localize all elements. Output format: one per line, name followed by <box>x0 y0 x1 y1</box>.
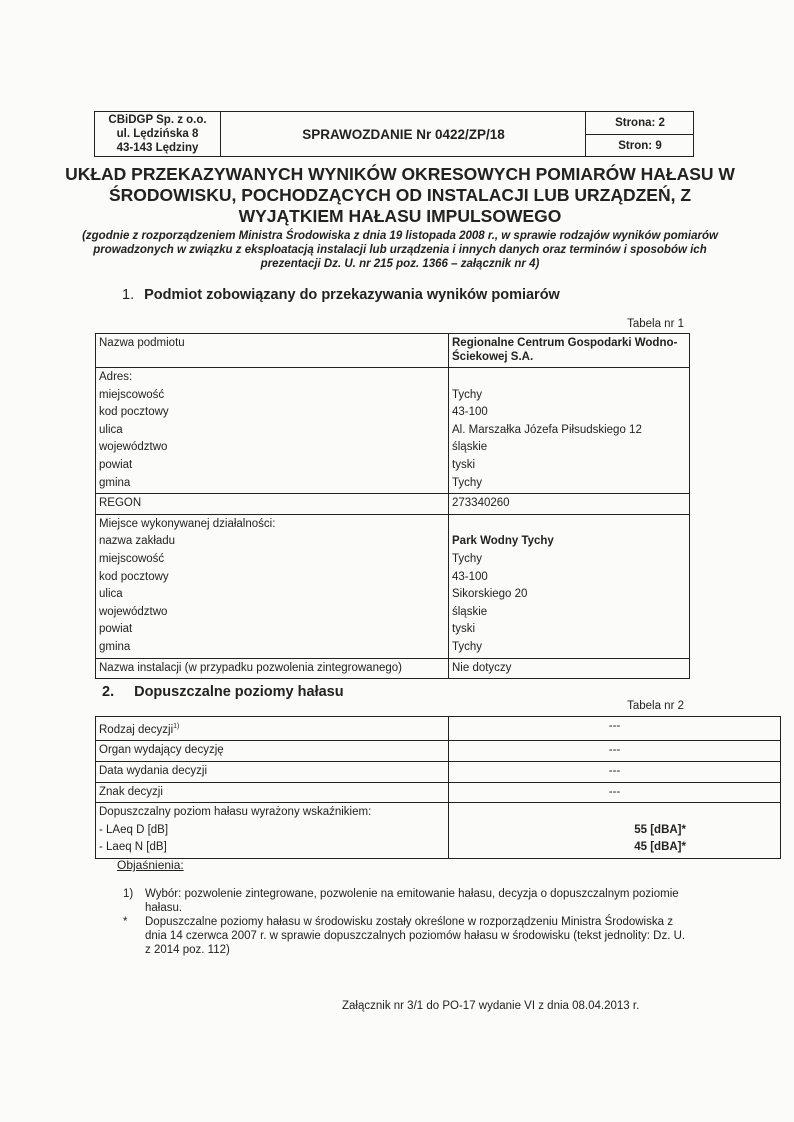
page-count: Stron: 9 <box>618 139 662 152</box>
table-row <box>96 741 781 762</box>
table-row <box>96 658 690 679</box>
table-row <box>96 803 781 859</box>
section-2-heading <box>102 684 344 700</box>
company-name: CBiDGP Sp. z o.o. <box>108 114 207 126</box>
decision-date-label: Data wydania decyzji <box>96 762 449 783</box>
company-city: 43-143 Lędziny <box>116 142 199 154</box>
footer-annex: Załącznik nr 3/1 do PO-17 wydanie VI z dnia 08.04.2013 r. <box>342 1000 640 1012</box>
table-2-label: Tabela nr 2 <box>627 700 684 712</box>
value-site-commune: Tychy <box>452 640 483 653</box>
report-header <box>94 111 694 157</box>
table-1-label: Tabela nr 1 <box>627 318 684 330</box>
value-site-county: tyski <box>452 623 475 636</box>
site-heading: Miejsce wykonywanej działalności: <box>99 517 276 530</box>
section-1-heading <box>122 287 560 303</box>
label-county: powiat <box>99 458 133 471</box>
installation-value: Nie dotyczy <box>449 658 690 679</box>
notes-heading: Objaśnienia: <box>117 858 184 872</box>
value-commune: Tychy <box>452 476 483 489</box>
noise-level-labels <box>96 803 449 859</box>
issuing-authority-label: Organ wydający decyzję <box>96 741 449 762</box>
section-1-title: Podmiot zobowiązany do przekazywania wyników pomiarów <box>144 287 560 303</box>
label-commune: gmina <box>99 476 131 489</box>
value-postcode: 43-100 <box>452 406 488 419</box>
value-facility-name: Park Wodny Tychy <box>452 535 554 548</box>
note-marker: 1) <box>123 888 134 900</box>
decision-type-value: --- <box>449 717 781 741</box>
value-county: tyski <box>452 458 475 471</box>
label-site-voivodeship: województwo <box>99 605 168 618</box>
site-values <box>449 514 690 658</box>
address-blank <box>452 369 686 387</box>
site-labels <box>96 514 449 658</box>
section-2-number: 2. <box>102 684 115 700</box>
table-2 <box>95 716 781 859</box>
installation-label: Nazwa instalacji (w przypadku pozwolenia zintegrowanego) <box>96 658 449 679</box>
value-city: Tychy <box>452 388 483 401</box>
laeq-day-label: - LAeq D [dB] <box>99 823 169 836</box>
value-site-city: Tychy <box>452 552 483 565</box>
issuing-authority-value: --- <box>449 741 781 762</box>
label-facility-name: nazwa zakładu <box>99 535 176 548</box>
label-site-postcode: kod pocztowy <box>99 570 169 583</box>
section-2-title: Dopuszczalne poziomy hałasu <box>134 684 344 700</box>
entity-name-value: Regionalne Centrum Gospodarki Wodno-Ściekowej S.A. <box>449 334 690 368</box>
company-block <box>95 112 221 156</box>
value-site-street: Sikorskiego 20 <box>452 588 528 601</box>
value-voivodeship: śląskie <box>452 441 488 454</box>
entity-name-label: Nazwa podmiotu <box>96 334 449 368</box>
note-item <box>123 887 693 915</box>
table-row <box>96 368 690 494</box>
laeq-night-label: - Laeq N [dB] <box>99 841 167 854</box>
notes-list <box>123 887 693 957</box>
label-postcode: kod pocztowy <box>99 406 169 419</box>
table-row <box>96 494 690 515</box>
table-1 <box>95 333 690 679</box>
label-voivodeship: województwo <box>99 441 168 454</box>
laeq-night-value: 45 [dBA]* <box>634 841 686 854</box>
value-street: Al. Marszałka Józefa Piłsudskiego 12 <box>452 423 642 436</box>
decision-type-text: Rodzaj decyzji <box>99 723 174 736</box>
note-text: Wybór: pozwolenie zintegrowane, pozwolenie na emitowanie hałasu, decyzja o dopuszczalnym poziomie hałasu. <box>145 888 679 914</box>
label-site-commune: gmina <box>99 640 131 653</box>
laeq-day-value: 55 [dBA]* <box>634 823 686 836</box>
label-site-county: powiat <box>99 623 133 636</box>
table-row <box>96 334 690 368</box>
footnote-ref: 1) <box>173 723 180 730</box>
page-number: Strona: 2 <box>586 112 694 135</box>
page-info <box>585 112 694 156</box>
value-site-postcode: 43-100 <box>452 570 488 583</box>
address-labels <box>96 368 449 494</box>
decision-ref-value: --- <box>449 782 781 803</box>
note-text: Dopuszczalne poziomy hałasu w środowisku zostały określone w rozporządzeniu Ministra Środowiska z dnia 14 czerwca 2007 r. w sprawie dopuszczalnych poziomów hałasu w środowisku (tekst jednolity: Dz. U. z 2014 poz. 112) <box>145 916 686 956</box>
regon-label: REGON <box>96 494 449 515</box>
note-marker: * <box>123 916 128 928</box>
table-row <box>96 717 781 741</box>
company-street: ul. Lędzińska 8 <box>116 128 199 140</box>
site-blank <box>452 516 686 534</box>
report-number: SPRAWOZDANIE Nr 0422/ZP/18 <box>302 126 505 142</box>
table-row <box>96 762 781 783</box>
decision-ref-label: Znak decyzji <box>96 782 449 803</box>
noise-level-heading: Dopuszczalny poziom hałasu wyrażony wskaźnikiem: <box>99 806 372 819</box>
value-site-voivodeship: śląskie <box>452 605 488 618</box>
table-row <box>96 782 781 803</box>
decision-type-label <box>96 717 449 741</box>
section-1-number: 1. <box>122 287 135 303</box>
note-item <box>123 915 693 957</box>
regon-value: 273340260 <box>449 494 690 515</box>
document-subtitle: (zgodnie z rozporządzeniem Ministra Środowiska z dnia 19 listopada 2008 r., w sprawie rodzajów wyników pomiarów prowadzonych w związku z eksploatacją instalacji lub urządzenia i innych danych oraz terminów i sposobów ich prezentacji Dz. U. nr 215 poz. 1366 – załącznik nr 4) <box>82 230 718 270</box>
decision-date-value: --- <box>449 762 781 783</box>
address-values <box>449 368 690 494</box>
document-title: UKŁAD PRZEKAZYWANYCH WYNIKÓW OKRESOWYCH POMIARÓW HAŁASU W ŚRODOWISKU, POCHODZĄCYCH OD INSTALACJI LUB URZĄDZEŃ, Z WYJĄTKIEM HAŁASU IMPULSOWEGO <box>65 164 735 226</box>
label-street: ulica <box>99 423 123 436</box>
label-city: miejscowość <box>99 388 165 401</box>
address-heading: Adres: <box>99 371 133 383</box>
label-site-street: ulica <box>99 588 123 601</box>
noise-level-values <box>449 803 781 859</box>
label-site-city: miejscowość <box>99 552 165 565</box>
table-row <box>96 514 690 658</box>
